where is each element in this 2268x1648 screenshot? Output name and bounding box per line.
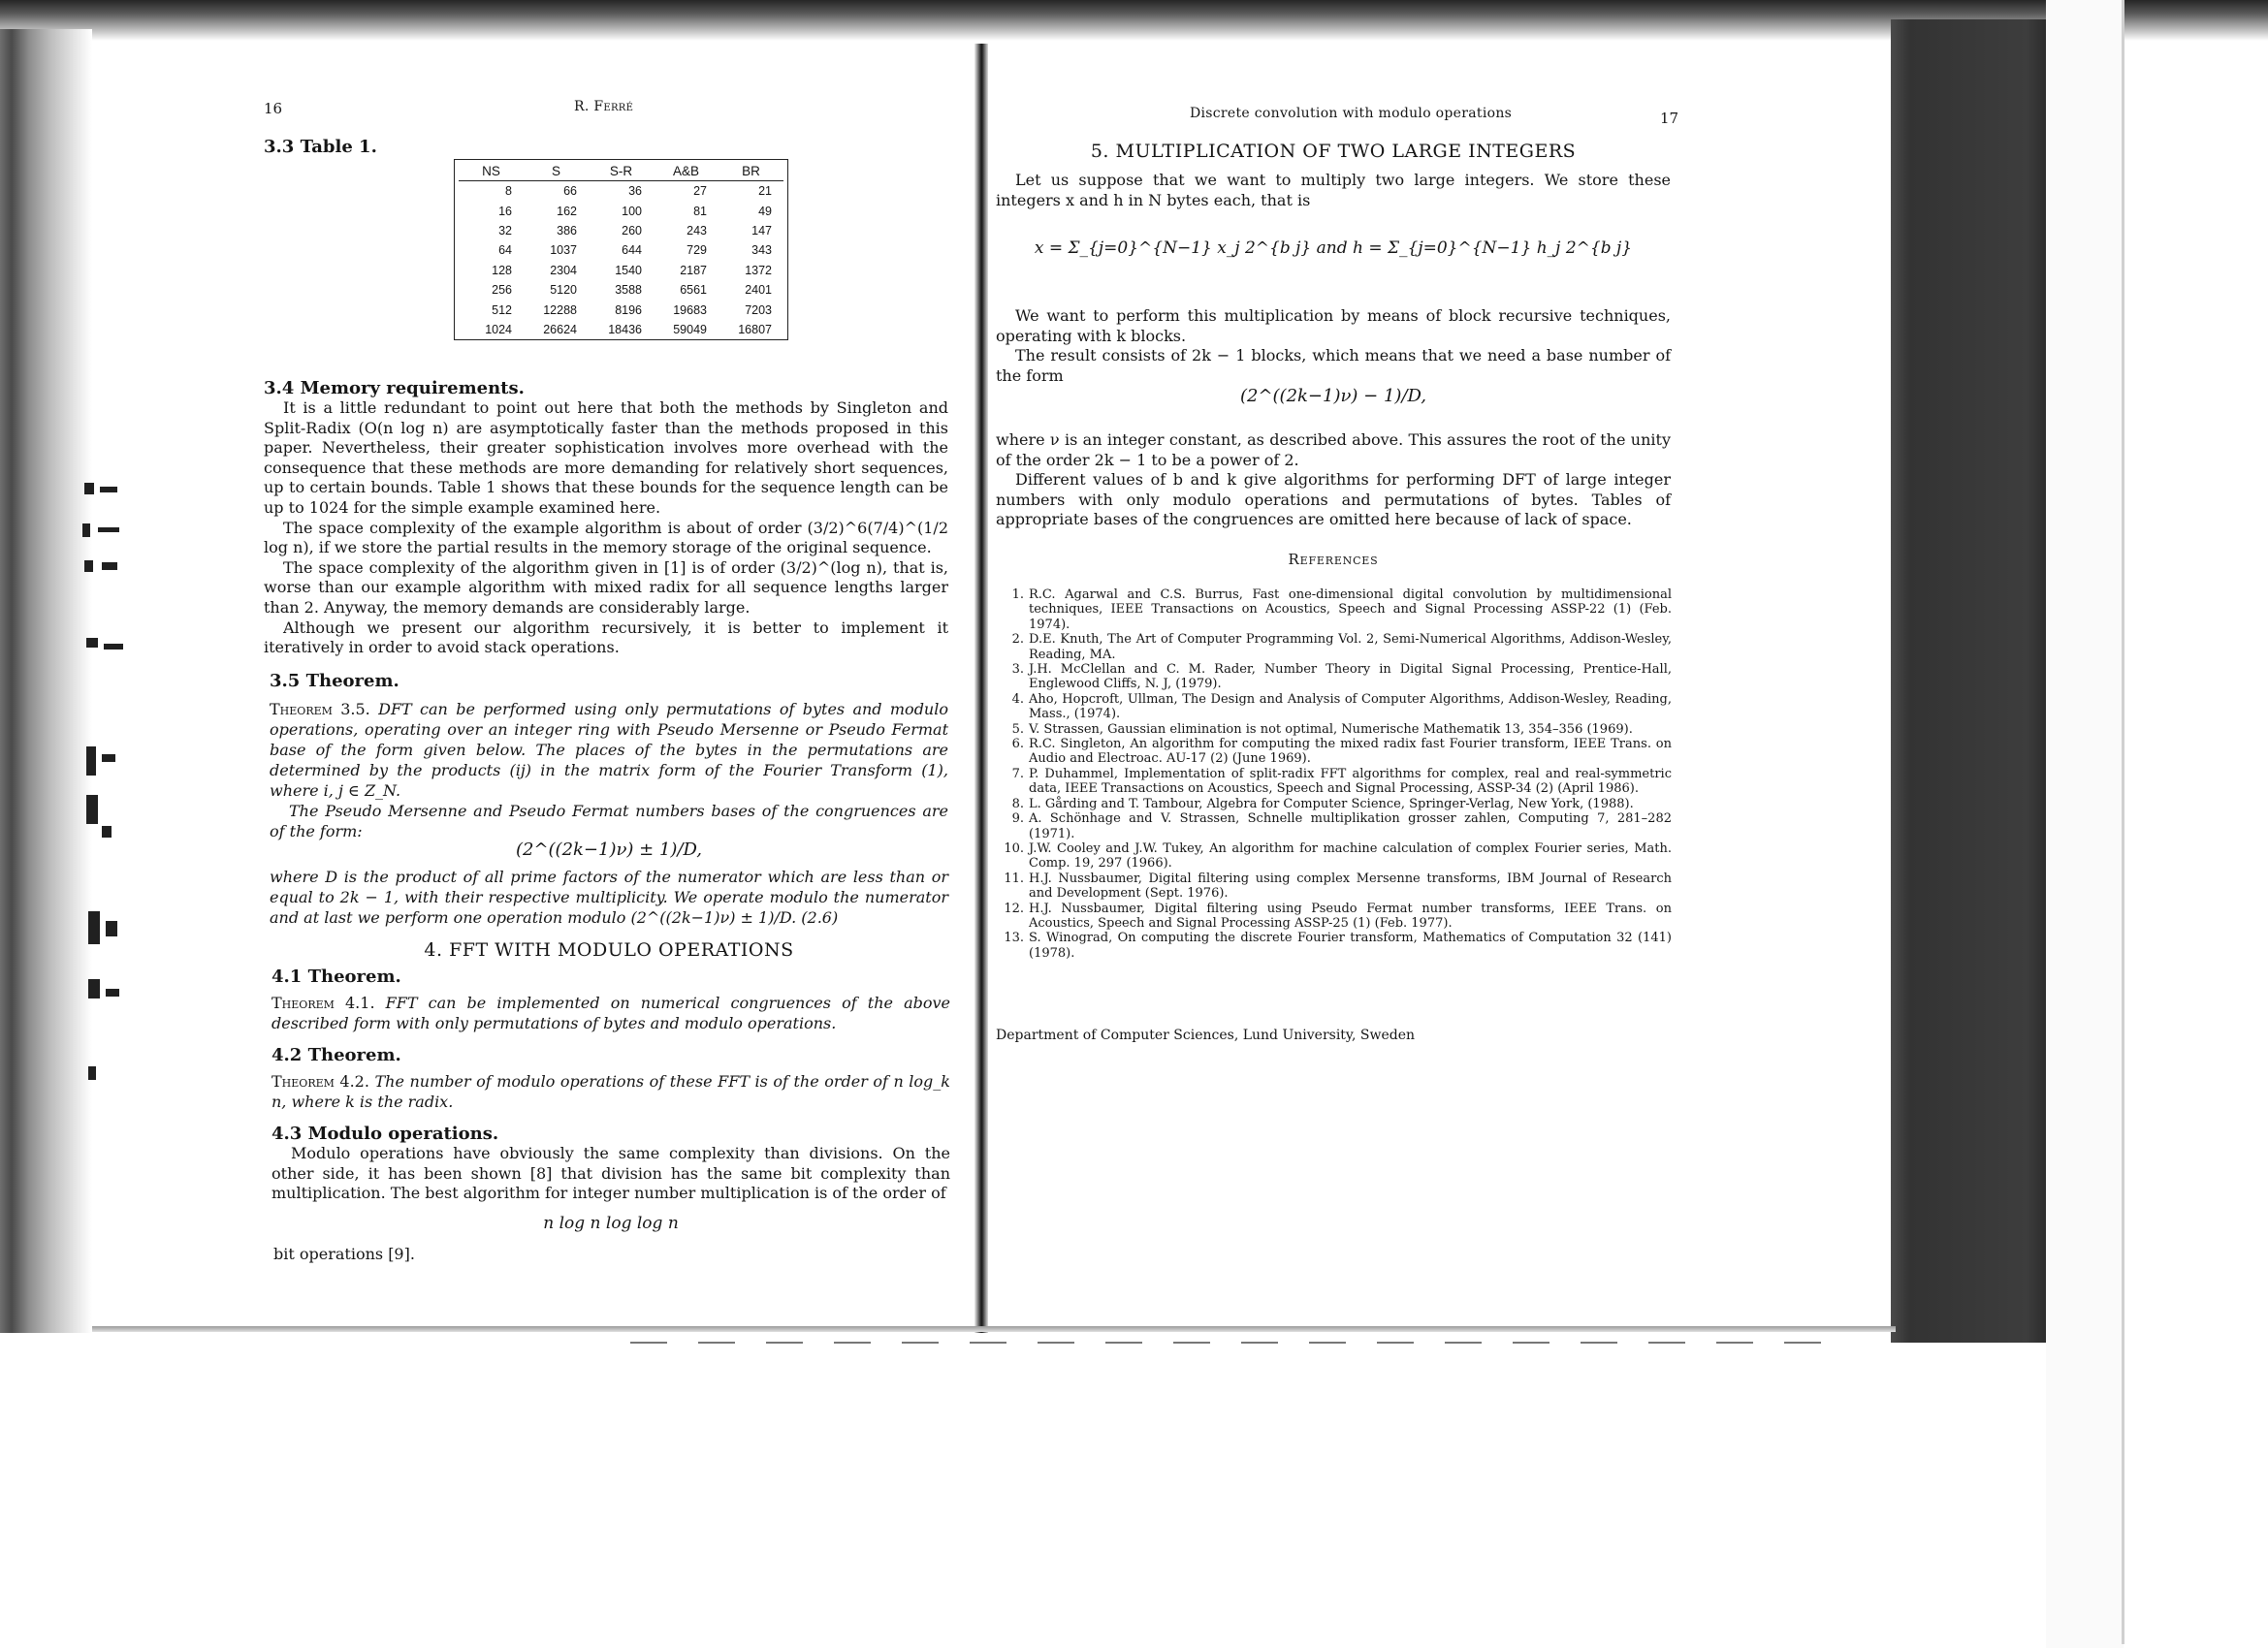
section-3-4-body: [264, 398, 948, 658]
table-cell: 59049: [673, 322, 707, 336]
table-row: [459, 201, 783, 220]
table-cell: 256: [492, 283, 512, 298]
reference-number: 13.: [1004, 931, 1024, 946]
table-row: [459, 320, 783, 339]
table-header-cell: NS: [459, 162, 524, 181]
table-cell: 3588: [615, 283, 642, 298]
book-gutter: [974, 44, 988, 1333]
table-cell: 8196: [615, 302, 642, 317]
section-4-3-title: 4.3 Modulo operations.: [272, 1124, 499, 1144]
table-cell: 512: [492, 302, 512, 317]
reference-number: 4.: [1011, 691, 1024, 707]
reference-number: 8.: [1011, 796, 1024, 811]
equation-base-form: (2^((2k−1)ν) ± 1)/D,: [515, 840, 703, 860]
chapter-5-body-1: [996, 306, 1671, 386]
reference-item: [999, 587, 1672, 632]
reference-text: J.H. McClellan and C. M. Rader, Number Theory in Digital Signal Processing, Prentice-Hall, Englewood Cliffs, N. J, (1979).: [1029, 662, 1672, 692]
equation-n-log-n: n log n log log n: [543, 1214, 679, 1233]
table-cell: 162: [557, 204, 577, 218]
table-cell: 2401: [745, 283, 772, 298]
table-cell: 7203: [745, 302, 772, 317]
reference-number: 9.: [1011, 811, 1024, 827]
reference-number: 10.: [1004, 840, 1024, 856]
table-header-cell: S: [524, 162, 589, 181]
table-row: [459, 300, 783, 319]
table-cell: 64: [498, 243, 512, 258]
table-row: [459, 280, 783, 300]
reference-text: H.J. Nussbaumer, Digital filtering using complex Mersenne transforms, IBM Journal of Research and Development (Sept. 1976).: [1029, 871, 1672, 902]
table-row: [459, 261, 783, 280]
theorem-4-1: [272, 993, 950, 1033]
table-header-cell: BR: [719, 162, 783, 181]
results-table-box: [454, 159, 788, 340]
table-row: [459, 240, 783, 260]
table-cell: 26624: [543, 322, 577, 336]
paragraph: Modulo operations have obviously the same complexity than divisions. On the other side, it has been shown [8] that division has the same bit complexity than multiplication. The best algorithm for integer number multiplication is of the order of: [272, 1144, 950, 1203]
theorem-4-2: [272, 1071, 950, 1112]
table-cell: 81: [693, 204, 707, 218]
running-head-right: Discrete convolution with modulo operations: [1190, 106, 1513, 121]
reference-number: 3.: [1011, 662, 1024, 678]
reference-text: P. Duhammel, Implementation of split-radix FFT algorithms for complex, real and real-symmetric data, IEEE Transactions on Acoustics, Speech and Signal Processing, ASSP-34 (2) (April 1986).: [1029, 766, 1672, 797]
table-row: [459, 181, 783, 202]
table-header-cell: A&B: [654, 162, 719, 181]
paragraph: The space complexity of the example algorithm is about of order (3/2)^6(7/4)^(1/2 log n), if we store the partial results in the memory storage of the original sequence.: [264, 518, 948, 557]
page-bottom-dashes: [630, 1342, 1842, 1344]
section-3-5-title: 3.5 Theorem.: [270, 671, 399, 691]
scan-right-dark-edge: [1891, 19, 2046, 1343]
table-cell: 729: [687, 243, 707, 258]
reference-text: L. Gårding and T. Tambour, Algebra for Computer Science, Springer-Verlag, New York, (1988).: [1029, 796, 1634, 811]
chapter-5-title: 5. MULTIPLICATION OF TWO LARGE INTEGERS: [1090, 141, 1577, 162]
table-cell: 8: [505, 184, 512, 199]
page-number-left: 16: [264, 100, 283, 117]
reference-item: [999, 767, 1672, 797]
chapter-5-intro: [996, 171, 1671, 210]
results-table: [459, 162, 783, 339]
reference-item: [999, 722, 1672, 737]
table-cell: 1037: [550, 243, 577, 258]
table-header-cell: S-R: [589, 162, 654, 181]
theorem-body: DFT can be performed using only permutations of bytes and modulo operations, operating over an integer ring with Pseudo Mersenne or Pseudo Fermat base of the form given below. The places of the bytes in the permutations are determined by the products (ij) in the matrix form of the Fourier Transform (1), where i, j ∈ Z_N.: [270, 700, 948, 800]
paragraph: Although we present our algorithm recursively, it is better to implement it iteratively in order to avoid stack operations.: [264, 618, 948, 657]
equation-sum-representation: x = Σ_{j=0}^{N−1} x_j 2^{b j} and h = Σ_{j=0}^{N−1} h_j 2^{b j}: [1034, 238, 1633, 258]
table-row: [459, 221, 783, 240]
table-cell: 2187: [680, 263, 707, 277]
page-bottom-edge: [92, 1326, 1896, 1332]
table-cell: 16: [498, 204, 512, 218]
paragraph: The result consists of 2k − 1 blocks, which means that we need a base number of the form: [996, 346, 1671, 385]
affiliation: Department of Computer Sciences, Lund University, Sweden: [996, 1028, 1416, 1043]
table-cell: 66: [563, 184, 577, 199]
table-cell: 2304: [550, 263, 577, 277]
theorem-body: The number of modulo operations of these FFT is of the order of n log_k n, where k is the radix.: [272, 1072, 950, 1111]
scan-right-blank-area: [2046, 0, 2124, 1648]
reference-text: R.C. Agarwal and C.S. Burrus, Fast one-dimensional digital convolution by multidimensional techniques, IEEE Transactions on Acoustics, Speech and Signal Processing ASSP-22 (1) (Feb. 1974).: [1029, 587, 1672, 632]
theorem-3-5-continued: where D is the product of all prime factors of the numerator which are less than or equal to 2k − 1, with their respective multiplicity. We operate modulo the numerator and at last we perform one operation modulo (2^((2k−1)ν) ± 1)/D. (2.6): [270, 868, 948, 927]
reference-list: [999, 587, 1672, 961]
reference-number: 2.: [1011, 632, 1024, 648]
table-cell: 260: [622, 223, 642, 238]
bleed-through-marks: [73, 465, 170, 1086]
theorem-3-5: [270, 699, 948, 841]
reference-text: R.C. Singleton, An algorithm for computing the mixed radix fast Fourier transform, IEEE Trans. on Audio and Electroac. AU-17 (2) (June 1969).: [1029, 737, 1672, 767]
reference-text: S. Winograd, On computing the discrete Fourier transform, Mathematics of Computation 32 (141) (1978).: [1029, 931, 1672, 961]
table-header-row: [459, 162, 783, 181]
table-cell: 21: [758, 184, 772, 199]
reference-item: [999, 692, 1672, 722]
table-cell: 18436: [608, 322, 642, 336]
table-cell: 36: [628, 184, 642, 199]
table-cell: 386: [557, 223, 577, 238]
reference-item: [999, 737, 1672, 767]
reference-number: 5.: [1011, 721, 1024, 737]
section-4-3-body: [272, 1144, 950, 1204]
table-cell: 49: [758, 204, 772, 218]
section-3-4-title: 3.4 Memory requirements.: [264, 378, 525, 398]
reference-number: 11.: [1004, 871, 1024, 886]
reference-number: 6.: [1011, 737, 1024, 752]
reference-item: [999, 931, 1672, 961]
paragraph: The space complexity of the algorithm given in [1] is of order (3/2)^(log n), that is, worse than our example algorithm with mixed radix for all sequence lengths larger than 2. Anyway, the memory demands are considerably large.: [264, 557, 948, 617]
running-head-left: R. Ferré: [574, 99, 634, 114]
theorem-body: FFT can be implemented on numerical congruences of the above described form with only permutations of bytes and modulo operations.: [272, 994, 950, 1032]
paragraph: where ν is an integer constant, as described above. This assures the root of the unity of the order 2k − 1 to be a power of 2.: [996, 430, 1671, 469]
reference-text: V. Strassen, Gaussian elimination is not optimal, Numerische Mathematik 13, 354–356 (1969).: [1029, 721, 1633, 737]
page-number-right: 17: [1660, 110, 1679, 127]
reference-item: [999, 902, 1672, 932]
reference-text: H.J. Nussbaumer, Digital filtering using Pseudo Fermat number transforms, IEEE Trans. on Acoustics, Speech and Signal Processing ASSP-25 (1) (Feb. 1977).: [1029, 901, 1672, 931]
equation-base-number: (2^((2k−1)ν) − 1)/D,: [1239, 386, 1427, 406]
table-cell: 128: [492, 263, 512, 277]
paragraph: Different values of b and k give algorithms for performing DFT of large integer numbers with only modulo operations and permutations of bytes. Tables of appropriate bases of the congruences are omitted here because of lack of space.: [996, 470, 1671, 529]
table-cell: 32: [498, 223, 512, 238]
reference-text: J.W. Cooley and J.W. Tukey, An algorithm for machine calculation of complex Fourier series, Math. Comp. 19, 297 (1966).: [1029, 840, 1672, 872]
section-3-3-title: 3.3 Table 1.: [264, 137, 377, 157]
table-cell: 147: [751, 223, 772, 238]
section-4-1-title: 4.1 Theorem.: [272, 967, 401, 987]
reference-number: 12.: [1004, 901, 1024, 916]
table-cell: 6561: [680, 283, 707, 298]
table-cell: 100: [622, 204, 642, 218]
theorem-label: Theorem 4.2.: [272, 1072, 369, 1091]
reference-text: A. Schönhage and V. Strassen, Schnelle multiplikation grosser zahlen, Computing 7, 281–282 (1971).: [1029, 811, 1672, 841]
reference-item: [999, 872, 1672, 902]
section-4-2-title: 4.2 Theorem.: [272, 1045, 401, 1065]
table-cell: 12288: [543, 302, 577, 317]
reference-item: [999, 662, 1672, 692]
reference-item: [999, 797, 1672, 811]
reference-item: [999, 811, 1672, 841]
theorem-paragraph: The Pseudo Mersenne and Pseudo Fermat numbers bases of the congruences are of the form:: [270, 802, 948, 840]
paragraph: We want to perform this multiplication by means of block recursive techniques, operating with k blocks.: [996, 306, 1671, 345]
table-cell: 1024: [485, 322, 512, 336]
reference-item: [999, 632, 1672, 662]
reference-text: D.E. Knuth, The Art of Computer Programming Vol. 2, Semi-Numerical Algorithms, Addison-Wesley, Reading, MA.: [1029, 632, 1672, 662]
table-cell: 27: [693, 184, 707, 199]
paragraph: Let us suppose that we want to multiply two large integers. We store these integers x and h in N bytes each, that is: [996, 171, 1671, 209]
table-cell: 644: [622, 243, 642, 258]
chapter-4-title: 4. FFT WITH MODULO OPERATIONS: [424, 939, 794, 961]
paragraph: It is a little redundant to point out here that both the methods by Singleton and Split-Radix (O(n log n) are asymptotically faster than the methods proposed in this paper. Nevertheless, their greater sophistication involves more overhead with the consequence that these methods are more demanding for relatively short sequences, up to certain bounds. Table 1 shows that these bounds for the sequence length can be up to 1024 for the simple example examined here.: [264, 398, 948, 517]
chapter-5-body-2: [996, 430, 1671, 530]
scan-right-edge-line: [2122, 0, 2124, 1644]
theorem-label: Theorem 4.1.: [272, 994, 375, 1012]
section-4-3-end: bit operations [9].: [273, 1245, 415, 1263]
reference-item: [999, 841, 1672, 872]
table-cell: 1372: [745, 263, 772, 277]
table-cell: 343: [751, 243, 772, 258]
table-cell: 1540: [615, 263, 642, 277]
reference-text: Aho, Hopcroft, Ullman, The Design and Analysis of Computer Algorithms, Addison-Wesley, Reading, Mass., (1974).: [1029, 691, 1672, 722]
reference-number: 1.: [1011, 587, 1024, 602]
references-title: References: [1288, 551, 1379, 568]
theorem-label: Theorem 3.5.: [270, 700, 370, 718]
table-cell: 19683: [673, 302, 707, 317]
reference-number: 7.: [1011, 766, 1024, 781]
table-cell: 5120: [550, 283, 577, 298]
table-cell: 243: [687, 223, 707, 238]
table-cell: 16807: [738, 322, 772, 336]
